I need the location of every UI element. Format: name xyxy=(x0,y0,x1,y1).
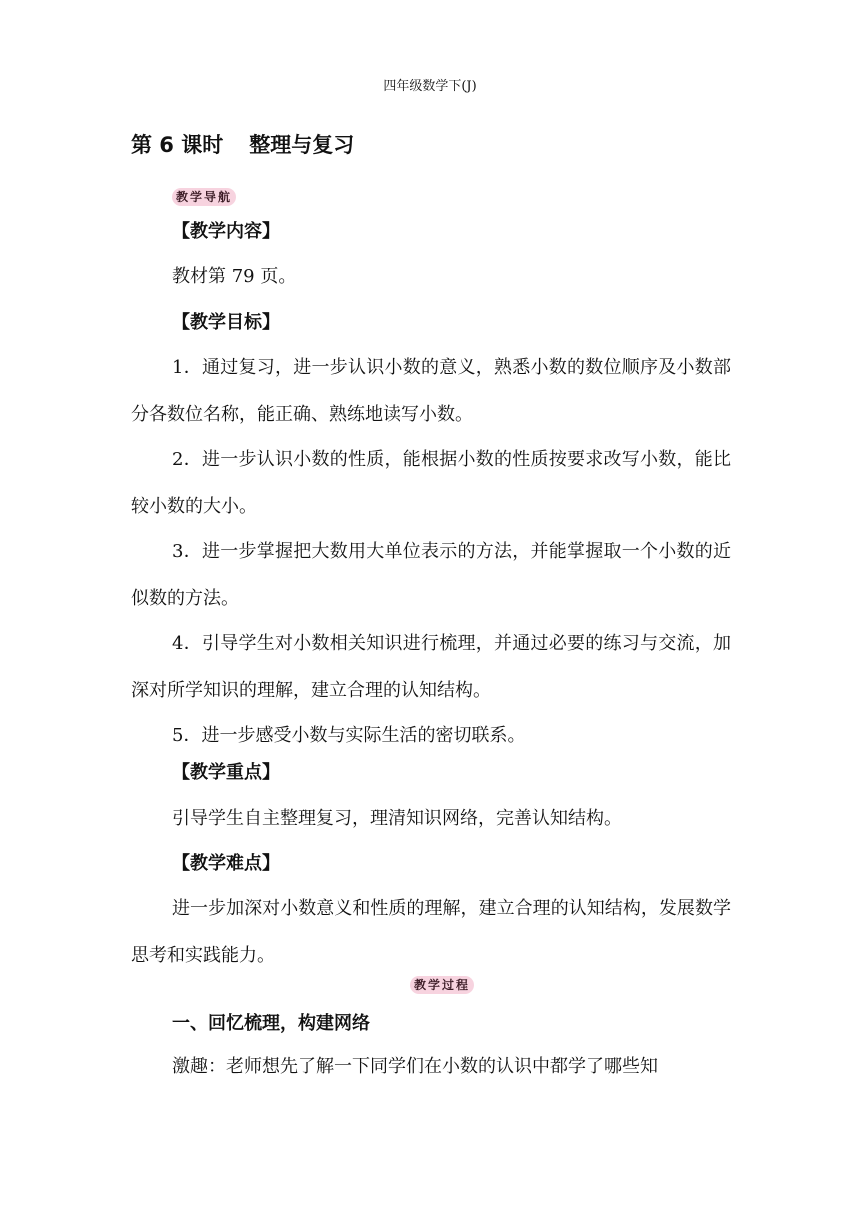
lesson-number: 第 6 课时 xyxy=(131,133,224,157)
difficulties-text: 进一步加深对小数意义和性质的理解，建立合理的认知结构，发展数学思考和实践能力。 xyxy=(131,898,731,966)
content-text: 教材第 79 页。 xyxy=(172,266,297,287)
objective-item-2: 2．进一步认识小数的性质，能根据小数的性质按要求改写小数，能比较小数的大小。 xyxy=(131,449,731,517)
objective-item-4: 4．引导学生对小数相关知识进行梳理，并通过必要的练习与交流，加深对所学知识的理解，建立合理的认知结构。 xyxy=(131,633,731,701)
content-heading: 【教学内容】 xyxy=(172,221,280,242)
objective-item-3: 3．进一步掌握把大数用大单位表示的方法，并能掌握取一个小数的近似数的方法。 xyxy=(131,541,731,609)
page-header: 四年级数学下(J) xyxy=(383,79,477,94)
difficulties-heading: 【教学难点】 xyxy=(172,853,280,874)
teaching-guide-badge: 教学导航 xyxy=(172,188,236,206)
objectives-heading: 【教学目标】 xyxy=(172,312,280,333)
key-points-heading: 【教学重点】 xyxy=(172,762,280,783)
objective-item-1: 1．通过复习，进一步认识小数的意义，熟悉小数的数位顺序及小数部分各数位名称，能正确、熟练地读写小数。 xyxy=(131,357,731,425)
section-1-heading: 一、回忆梳理，构建网络 xyxy=(172,1013,370,1034)
teaching-process-badge: 教学过程 xyxy=(410,976,474,994)
objective-item-5: 5．进一步感受小数与实际生活的密切联系。 xyxy=(172,725,526,746)
lesson-name: 整理与复习 xyxy=(249,133,355,157)
lesson-title xyxy=(131,130,354,160)
key-points-text: 引导学生自主整理复习，理清知识网络，完善认知结构。 xyxy=(172,808,622,829)
process-intro-text: 激趣：老师想先了解一下同学们在小数的认识中都学了哪些知 xyxy=(172,1056,658,1077)
